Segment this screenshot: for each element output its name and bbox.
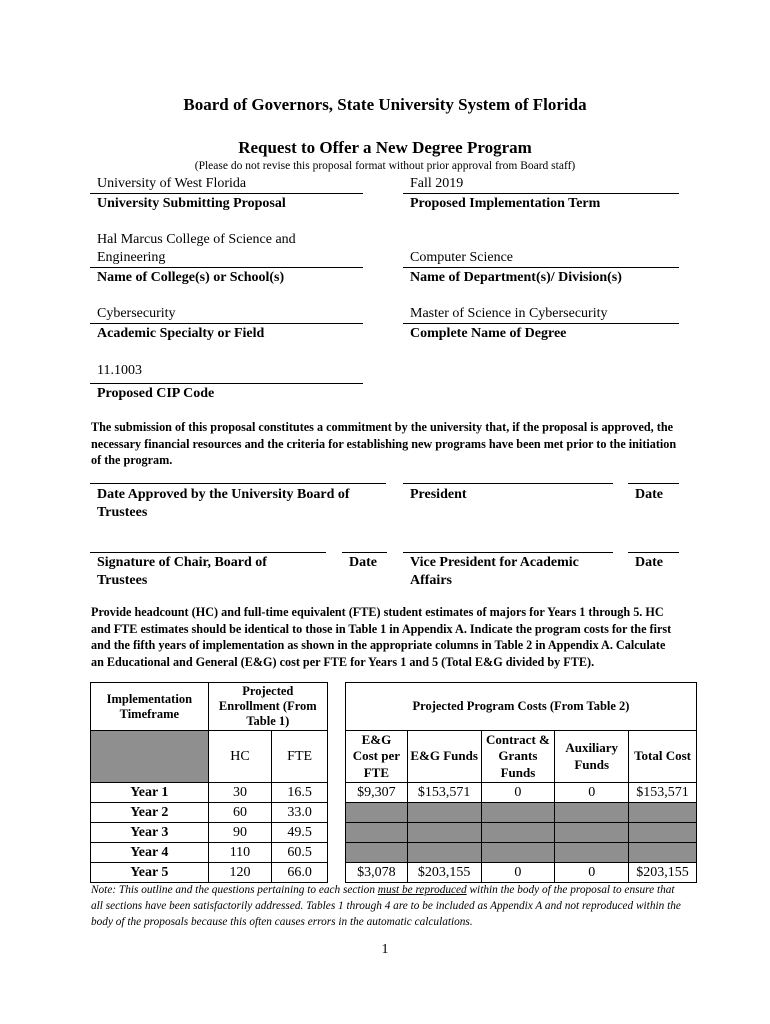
table-row bbox=[91, 863, 328, 883]
fte-cell: 60.5 bbox=[272, 843, 328, 863]
president-rule bbox=[403, 483, 613, 484]
gray-cell bbox=[555, 843, 629, 863]
cost-cell: 0 bbox=[481, 863, 555, 883]
total-cost-header: Total Cost bbox=[629, 731, 697, 783]
fte-header: FTE bbox=[272, 731, 328, 783]
gray-cell bbox=[481, 843, 555, 863]
fte-cell: 49.5 bbox=[272, 823, 328, 843]
cost-cell: $153,571 bbox=[629, 783, 697, 803]
college-value-line1: Hal Marcus College of Science and bbox=[97, 232, 296, 247]
footnote bbox=[91, 882, 681, 930]
date3-label: Date bbox=[635, 555, 663, 570]
college-value-line2: Engineering bbox=[97, 250, 166, 265]
cost-cell: 0 bbox=[481, 783, 555, 803]
contract-grants-header: Contract & Grants Funds bbox=[481, 731, 555, 783]
auxiliary-funds-header: Auxiliary Funds bbox=[555, 731, 629, 783]
vp-rule bbox=[403, 552, 613, 553]
gray-cell bbox=[346, 843, 408, 863]
president-label: President bbox=[410, 487, 467, 502]
cip-value: 11.1003 bbox=[97, 363, 142, 378]
cost-cell: $3,078 bbox=[346, 863, 408, 883]
cost-cell: 0 bbox=[555, 863, 629, 883]
bot-date-label: Date Approved by the University Board of Trustees bbox=[97, 487, 350, 520]
eg-cost-per-fte-header: E&G Cost per FTE bbox=[346, 731, 408, 783]
year-label: Year 1 bbox=[91, 783, 209, 803]
department-label: Name of Department(s)/ Division(s) bbox=[410, 270, 622, 285]
specialty-label: Academic Specialty or Field bbox=[97, 326, 265, 341]
note-part1: Note: This outline and the questions pertaining to each section bbox=[91, 884, 378, 896]
gray-cell bbox=[481, 823, 555, 843]
gray-cell bbox=[555, 823, 629, 843]
cip-label: Proposed CIP Code bbox=[97, 386, 215, 401]
table-row bbox=[91, 803, 328, 823]
college-rule bbox=[90, 267, 363, 268]
cip-rule bbox=[90, 383, 363, 384]
term-rule bbox=[403, 193, 679, 194]
fte-cell: 66.0 bbox=[272, 863, 328, 883]
gray-cell bbox=[346, 803, 408, 823]
commitment-paragraph: The submission of this proposal constitutes a commitment by the university that, if the proposal is approved, the necessary financial resources and the criteria for establishing new programs have been met prior to the initiation of the program. bbox=[91, 420, 677, 467]
department-rule bbox=[403, 267, 679, 268]
cost-cell: $9,307 bbox=[346, 783, 408, 803]
page-number: 1 bbox=[381, 942, 389, 957]
specialty-value: Cybersecurity bbox=[97, 306, 176, 321]
program-cost-table bbox=[345, 682, 697, 883]
table-row bbox=[346, 823, 697, 843]
hc-cell: 120 bbox=[208, 863, 272, 883]
board-title: Board of Governors, State University System of Florida bbox=[183, 95, 587, 114]
fte-cell: 33.0 bbox=[272, 803, 328, 823]
program-costs-header: Projected Program Costs (From Table 2) bbox=[346, 683, 697, 731]
vp-label: Vice President for Academic Affairs bbox=[410, 555, 579, 588]
degree-value: Master of Science in Cybersecurity bbox=[410, 306, 608, 321]
chair-signature-rule bbox=[90, 552, 326, 553]
table-row bbox=[91, 823, 328, 843]
date2-rule bbox=[342, 552, 387, 553]
table-row bbox=[91, 843, 328, 863]
university-label: University Submitting Proposal bbox=[97, 196, 286, 211]
college-label: Name of College(s) or School(s) bbox=[97, 270, 285, 285]
gray-cell bbox=[629, 823, 697, 843]
table-row bbox=[346, 863, 697, 883]
hc-cell: 110 bbox=[208, 843, 272, 863]
fte-cell: 16.5 bbox=[272, 783, 328, 803]
gray-cell bbox=[407, 803, 481, 823]
cost-cell: $153,571 bbox=[407, 783, 481, 803]
gray-cell bbox=[629, 843, 697, 863]
gray-cell bbox=[407, 823, 481, 843]
specialty-rule bbox=[90, 323, 363, 324]
timeframe-header: Implementation Timeframe bbox=[91, 683, 209, 731]
gray-header-cell bbox=[91, 731, 209, 783]
term-label: Proposed Implementation Term bbox=[410, 196, 601, 211]
degree-label: Complete Name of Degree bbox=[410, 326, 567, 341]
university-rule bbox=[90, 193, 363, 194]
table-row bbox=[346, 803, 697, 823]
note-part2: within the body of the proposal to ensure that all sections have been satisfactorily addressed. Tables 1 through 4 are to be included as Appendix A and not reproduced within the body of the proposals because this often causes errors in the automatic calculations. bbox=[91, 884, 681, 928]
date2-label: Date bbox=[349, 555, 377, 570]
degree-rule bbox=[403, 323, 679, 324]
hc-cell: 90 bbox=[208, 823, 272, 843]
term-value: Fall 2019 bbox=[410, 176, 464, 191]
table-row bbox=[346, 843, 697, 863]
gray-cell bbox=[346, 823, 408, 843]
hc-cell: 30 bbox=[208, 783, 272, 803]
gray-cell bbox=[481, 803, 555, 823]
date1-label: Date bbox=[635, 487, 663, 502]
year-label: Year 5 bbox=[91, 863, 209, 883]
table-row bbox=[91, 783, 328, 803]
enrollment-table bbox=[90, 682, 328, 883]
hc-cell: 60 bbox=[208, 803, 272, 823]
instructions-paragraph: Provide headcount (HC) and full-time equivalent (FTE) student estimates of majors for Years 1 through 5. HC and FTE estimates should be identical to those in Table 1 in Appendix A. Indicate the program costs for the first and the fifth years of implementation as shown in the appropriate columns in Table 2 in Appendix A. Calculate an Educational and General (E&G) cost per FTE for Years 1 and 5 (Total E&G divided by FTE). bbox=[91, 605, 672, 669]
cost-cell: 0 bbox=[555, 783, 629, 803]
chair-signature-label: Signature of Chair, Board of Trustees bbox=[97, 555, 267, 588]
gray-cell bbox=[407, 843, 481, 863]
document-title: Request to Offer a New Degree Program bbox=[238, 138, 532, 157]
bot-date-rule bbox=[90, 483, 386, 484]
date3-rule bbox=[628, 552, 679, 553]
hc-header: HC bbox=[208, 731, 272, 783]
year-label: Year 2 bbox=[91, 803, 209, 823]
year-label: Year 4 bbox=[91, 843, 209, 863]
year-label: Year 3 bbox=[91, 823, 209, 843]
university-value: University of West Florida bbox=[97, 176, 247, 191]
eg-funds-header: E&G Funds bbox=[407, 731, 481, 783]
projected-enrollment-header: Projected Enrollment (From Table 1) bbox=[208, 683, 327, 731]
format-instruction: (Please do not revise this proposal format without prior approval from Board staff) bbox=[194, 160, 576, 172]
gray-cell bbox=[555, 803, 629, 823]
department-value: Computer Science bbox=[410, 250, 514, 265]
note-underlined: must be reproduced bbox=[377, 884, 467, 896]
table-row bbox=[346, 783, 697, 803]
cost-cell: $203,155 bbox=[629, 863, 697, 883]
gray-cell bbox=[629, 803, 697, 823]
cost-cell: $203,155 bbox=[407, 863, 481, 883]
date1-rule bbox=[628, 483, 679, 484]
